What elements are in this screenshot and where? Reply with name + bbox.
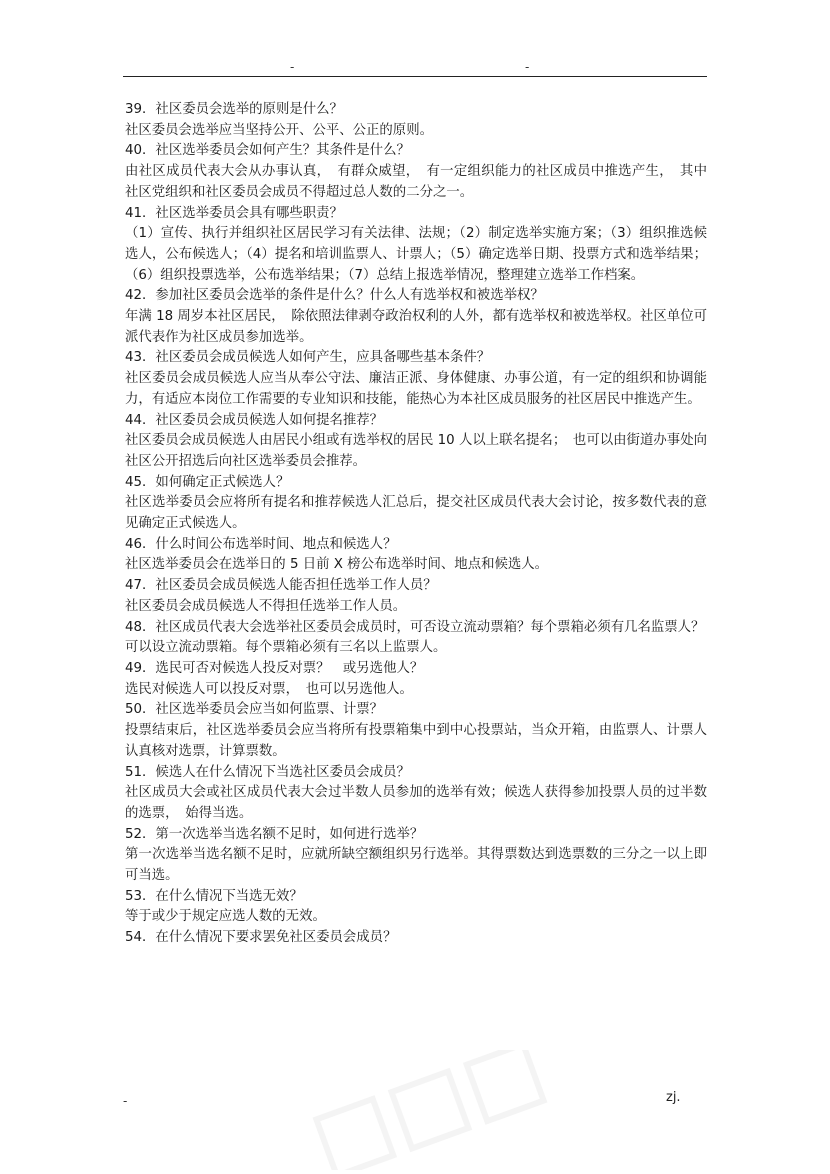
header-rule — [123, 76, 707, 77]
answer-47: 社区委员会成员候选人不得担任选举工作人员。 — [125, 598, 407, 614]
watermark-graphic — [300, 1050, 560, 1170]
question-50: 50．社区选举委员会应当如何监票、计票？ — [125, 702, 384, 718]
question-48: 48．社区成员代表大会选举社区委员会成员时，可否设立流动票箱？每个票箱必须有几名监票人？ — [125, 619, 705, 635]
answer-41: （1）宣传、执行并组织社区居民学习有关法律、法规；（2）制定选举实施方案；（3）组织推选候选人，公布候选人；（4）提名和培训监票人、计票人；（5）确定选举日期、投票方式和选举结果；（6）组织投票选举，公布选举结果；（7）总结上报选举情况，整理建立选举工作档案。 — [125, 226, 707, 283]
question-42: 42．参加社区委员会选举的条件是什么？什么人有选举权和被选举权？ — [125, 288, 544, 304]
question-46: 46．什么时间公布选举时间、地点和候选人？ — [125, 536, 397, 552]
question-52: 52．第一次选举当选名额不足时，如何进行选举？ — [125, 826, 424, 842]
answer-48: 可以设立流动票箱。每个票箱必须有三名以上监票人。 — [125, 640, 447, 656]
footer-mark: - — [123, 1094, 128, 1108]
question-41: 41．社区选举委员会具有哪些职责？ — [125, 205, 343, 221]
answer-50: 投票结束后，社区选举委员会应当将所有投票箱集中到中心投票站，当众开箱，由监票人、计票人认真核对选票，计算票数。 — [125, 723, 707, 759]
answer-45: 社区选举委员会应将所有提名和推荐候选人汇总后，提交社区成员代表大会讨论，按多数代表的意见确定正式候选人。 — [125, 495, 707, 532]
question-43: 43．社区委员会成员候选人如何产生，应具备哪些基本条件？ — [125, 350, 491, 366]
answer-40: 由社区成员代表大会从办事认真， 有群众威望， 有一定组织能力的社区成员中推选产生， 其中社区党组织和社区委员会成员不得超过总人数的二分之一。 — [125, 164, 707, 200]
question-49: 49．选民可否对候选人投反对票？ 或另选他人？ — [125, 660, 424, 676]
question-44: 44．社区委员会成员候选人如何提名推荐？ — [125, 412, 384, 428]
answer-44: 社区委员会成员候选人由居民小组或有选举权的居民 10 人以上联名提名； 也可以由街道办事处向社区公开招选后向社区选举委员会推荐。 — [125, 433, 707, 469]
answer-39: 社区委员会选举应当坚持公开、公平、公正的原则。 — [125, 122, 433, 138]
footer-label: zj. — [666, 1090, 681, 1105]
answer-43: 社区委员会成员候选人应当从奉公守法、廉洁正派、身体健康、办事公道，有一定的组织和协调能力，有适应本岗位工作需要的专业知识和技能，能热心为本社区成员服务的社区居民中推选产生。 — [125, 371, 707, 407]
question-53: 53．在什么情况下当选无效？ — [125, 888, 303, 904]
question-39: 39．社区委员会选举的原则是什么？ — [125, 102, 343, 117]
answer-53: 等于或少于规定应选人数的无效。 — [125, 909, 326, 925]
document-body — [125, 100, 707, 949]
question-45: 45．如何确定正式候选人？ — [125, 474, 290, 490]
header-mark-left: - — [290, 60, 295, 74]
question-40: 40．社区选举委员会如何产生？其条件是什么？ — [125, 143, 410, 159]
question-47: 47．社区委员会成员候选人能否担任选举工作人员？ — [125, 578, 437, 594]
answer-49: 选民对候选人可以投反对票， 也可以另选他人。 — [125, 681, 413, 697]
header-mark-right: - — [525, 60, 530, 74]
question-51: 51．候选人在什么情况下当选社区委员会成员？ — [125, 764, 410, 780]
answer-52: 第一次选举当选名额不足时，应就所缺空额组织另行选举。其得票数达到选票数的三分之一以上即可当选。 — [125, 847, 707, 884]
header-marks — [0, 60, 830, 76]
answer-51: 社区成员大会或社区成员代表大会过半数人员参加的选举有效；候选人获得参加投票人员的过半数的选票， 始得当选。 — [125, 785, 707, 821]
answer-46: 社区选举委员会在选举日的 5 日前 X 榜公布选举时间、地点和候选人。 — [125, 557, 549, 573]
answer-42: 年满 18 周岁本社区居民， 除依照法律剥夺政治权利的人外，都有选举权和被选举权。社区单位可派代表作为社区成员参加选举。 — [125, 309, 707, 345]
question-54: 54．在什么情况下要求罢免社区委员会成员？ — [125, 930, 397, 946]
